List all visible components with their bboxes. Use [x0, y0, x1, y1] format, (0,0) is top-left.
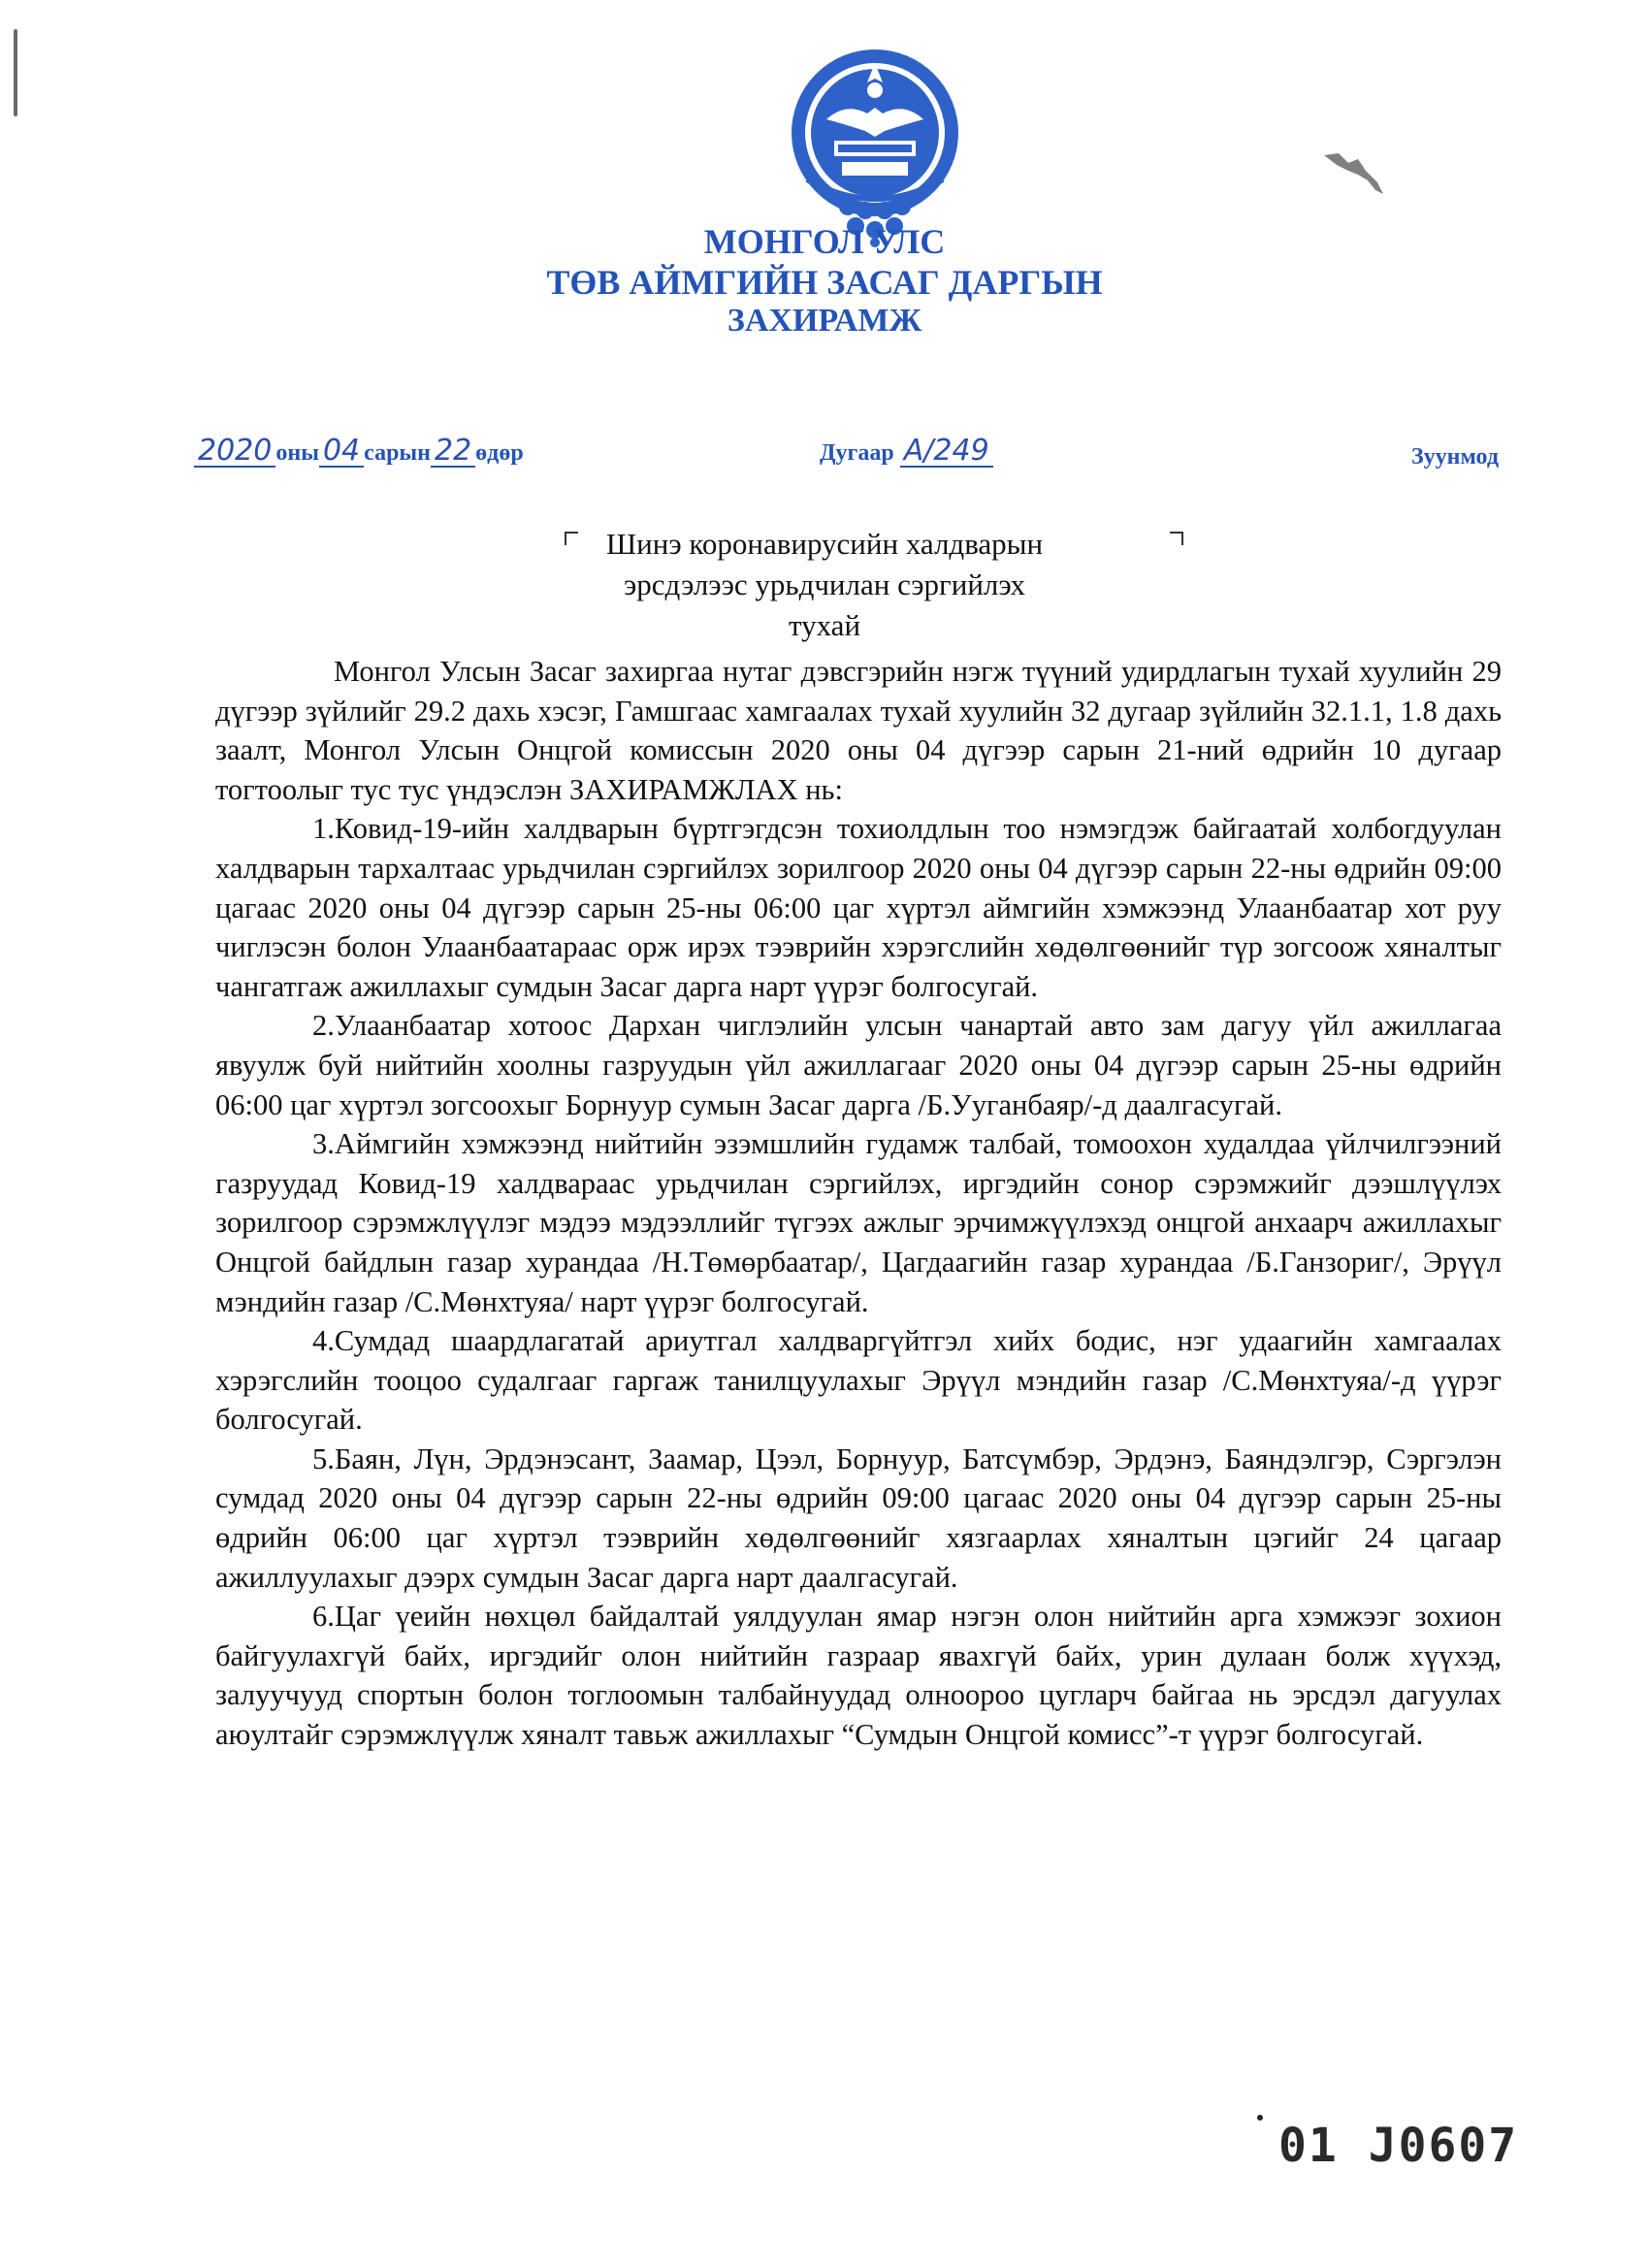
body-item-paragraph: 5.Баян, Лүн, Эрдэнэсант, Заамар, Цээл, Борнуур, Батсүмбэр, Эрдэнэ, Баяндэлгэр, Сэргэлэн сумдад 2020 оны 04 дүгээр сарын 22-ны өдрийн 09:00 цагаас 2020 оны 04 дүгээр сарын 25-ны өдрийн 06:00 цаг хүртэл тээврийн хөдөлгөөнийг хязгаарлах хяналтын цэгийг 24 цагаар ажиллуулахыг дээрх сумдын Засаг дарга нарт даалгасугай. [215, 1442, 1502, 1594]
scan-dot [1257, 2115, 1263, 2121]
document-number [820, 434, 993, 468]
document-title [553, 524, 1096, 646]
body-item-paragraph: 2.Улаанбаатар хотоос Дархан чиглэлийн улсын чанартай авто зам дагуу үйл ажиллагаа явуулж буй нийтийн хоолны газруудын үйл ажиллагааг 2020 оны 04 дүгээр сарын 25-ны өдрийн 06:00 цаг хүртэл зогсоохыг Борнуур сумын Засаг дарга /Б.Ууганбаяр/-д даалгасугай. [215, 1009, 1502, 1121]
office-heading: ТӨВ АЙМГИЙН ЗАСАГ ДАРГЫН [546, 263, 1103, 302]
title-line: Шинэ коронавирусийн халдварын [605, 527, 1044, 561]
number-label: Дугаар [820, 440, 894, 466]
number-value: А/249 [900, 437, 993, 468]
title-line: эрсдэлээс урьдчилан сэргийлэх [623, 567, 1025, 601]
date-day: 22 [431, 437, 475, 468]
body-item-paragraph: 3.Аймгийн хэмжээнд нийтийн эзэмшлийн гудамж талбай, томоохон худалдаа үйлчилгээний газруудад Ковид-19 халдвараас урьдчилан сэргийлэх, иргэдийн сонор сэрэмжийг дээшлүүлэх зорилгоор сэрэмжлүүлэг мэдээ мэдээллийг түгээх ажлыг эрчимжүүлэхэд онцгой анхаарч ажиллахыг Онцгой байдлын газар хурандаа /Н.Төмөрбаатар/, Цагдаагийн газар хурандаа /Б.Ганзориг/, Эрүүл мэндийн газар /С.Мөнхтуяа/ нарт үүрэг болгосугай. [215, 1127, 1502, 1318]
date-year: 2020 [194, 437, 275, 468]
date-month: 04 [319, 437, 364, 468]
state-emblem-icon [788, 44, 962, 247]
ink-smudge [1319, 146, 1387, 204]
page-serial-code: 01 J0607 [1278, 2119, 1519, 2173]
body-item-paragraph: 6.Цаг үеийн нөхцөл байдалтай уялдуулан ямар нэгэн олон нийтийн арга хэмжээг зохион байгуулахгүй байх, иргэдийг олон нийтийн газраар явахгүй байх, урин дулаан болж хүүхэд, залуучууд спортын болон тоглоомын талбайнуудад олноороо цугларч байгаа нь эрсдэл дагуулах аюултайг сэрэмжлүүлж хяналт тавьж ажиллахыг “Сумдын Онцгой комисс”-т үүрэг болгосугай. [215, 1600, 1502, 1752]
date-day-suffix: өдөр [475, 440, 524, 466]
scan-edge-mark [14, 29, 17, 116]
document-meta-row [194, 434, 1499, 485]
document-date [194, 434, 524, 468]
date-year-suffix: оны [275, 440, 319, 466]
document-type-heading: ЗАХИРАМЖ [727, 303, 922, 339]
title-line: тухай [788, 608, 861, 642]
document-place: Зуунмод [1411, 444, 1499, 470]
document-body [215, 652, 1502, 1755]
body-intro-paragraph: Монгол Улсын Засаг захиргаа нутаг дэвсгэрийн нэгж түүний удирдлагын тухай хуулийн 29 дүгээр зүйлийг 29.2 дахь хэсэг, Гамшгаас хамгаалах тухай хуулийн 32 дугаар зүйлийн 32.1.1, 1.8 дахь заалт, Монгол Улсын Онцгой комиссын 2020 оны 04 дүгээр сарын 21-ний өдрийн 10 дугаар тогтоолыг тус тус үндэслэн ЗАХИРАМЖЛАХ нь: [215, 655, 1502, 806]
title-bracket-right [1170, 532, 1183, 545]
body-item-paragraph: 1.Ковид-19-ийн халдварын бүртгэгдсэн тохиолдлын тоо нэмэгдэж байгаатай холбогдуулан халдварын тархалтаас урьдчилан сэргийлэх зорилгоор 2020 оны 04 дүгээр сарын 22-ны өдрийн 09:00 цагаас 2020 оны 04 дүгээр сарын 25-ны 06:00 цаг хүртэл аймгийн хэмжээнд Улаанбаатар хот руу чиглэсэн болон Улаанбаатараас орж ирэх тээврийн хэрэгслийн хөдөлгөөнийг түр зогсоож хяналтыг чангатгаж ажиллахыг сумдын Засаг дарга нарт үүрэг болгосугай. [215, 812, 1502, 1003]
date-month-suffix: сарын [364, 440, 431, 466]
body-item-paragraph: 4.Сумдад шаардлагатай ариутгал халдваргүйтгэл хийх бодис, нэг удаагийн хамгаалах хэрэгслийн тооцоо судалгааг гаргаж танилцуулахыг Эрүүл мэндийн газар /С.Мөнхтуяа/-д үүрэг болгосугай. [215, 1324, 1502, 1437]
country-heading: МОНГОЛ УЛС [703, 222, 946, 261]
